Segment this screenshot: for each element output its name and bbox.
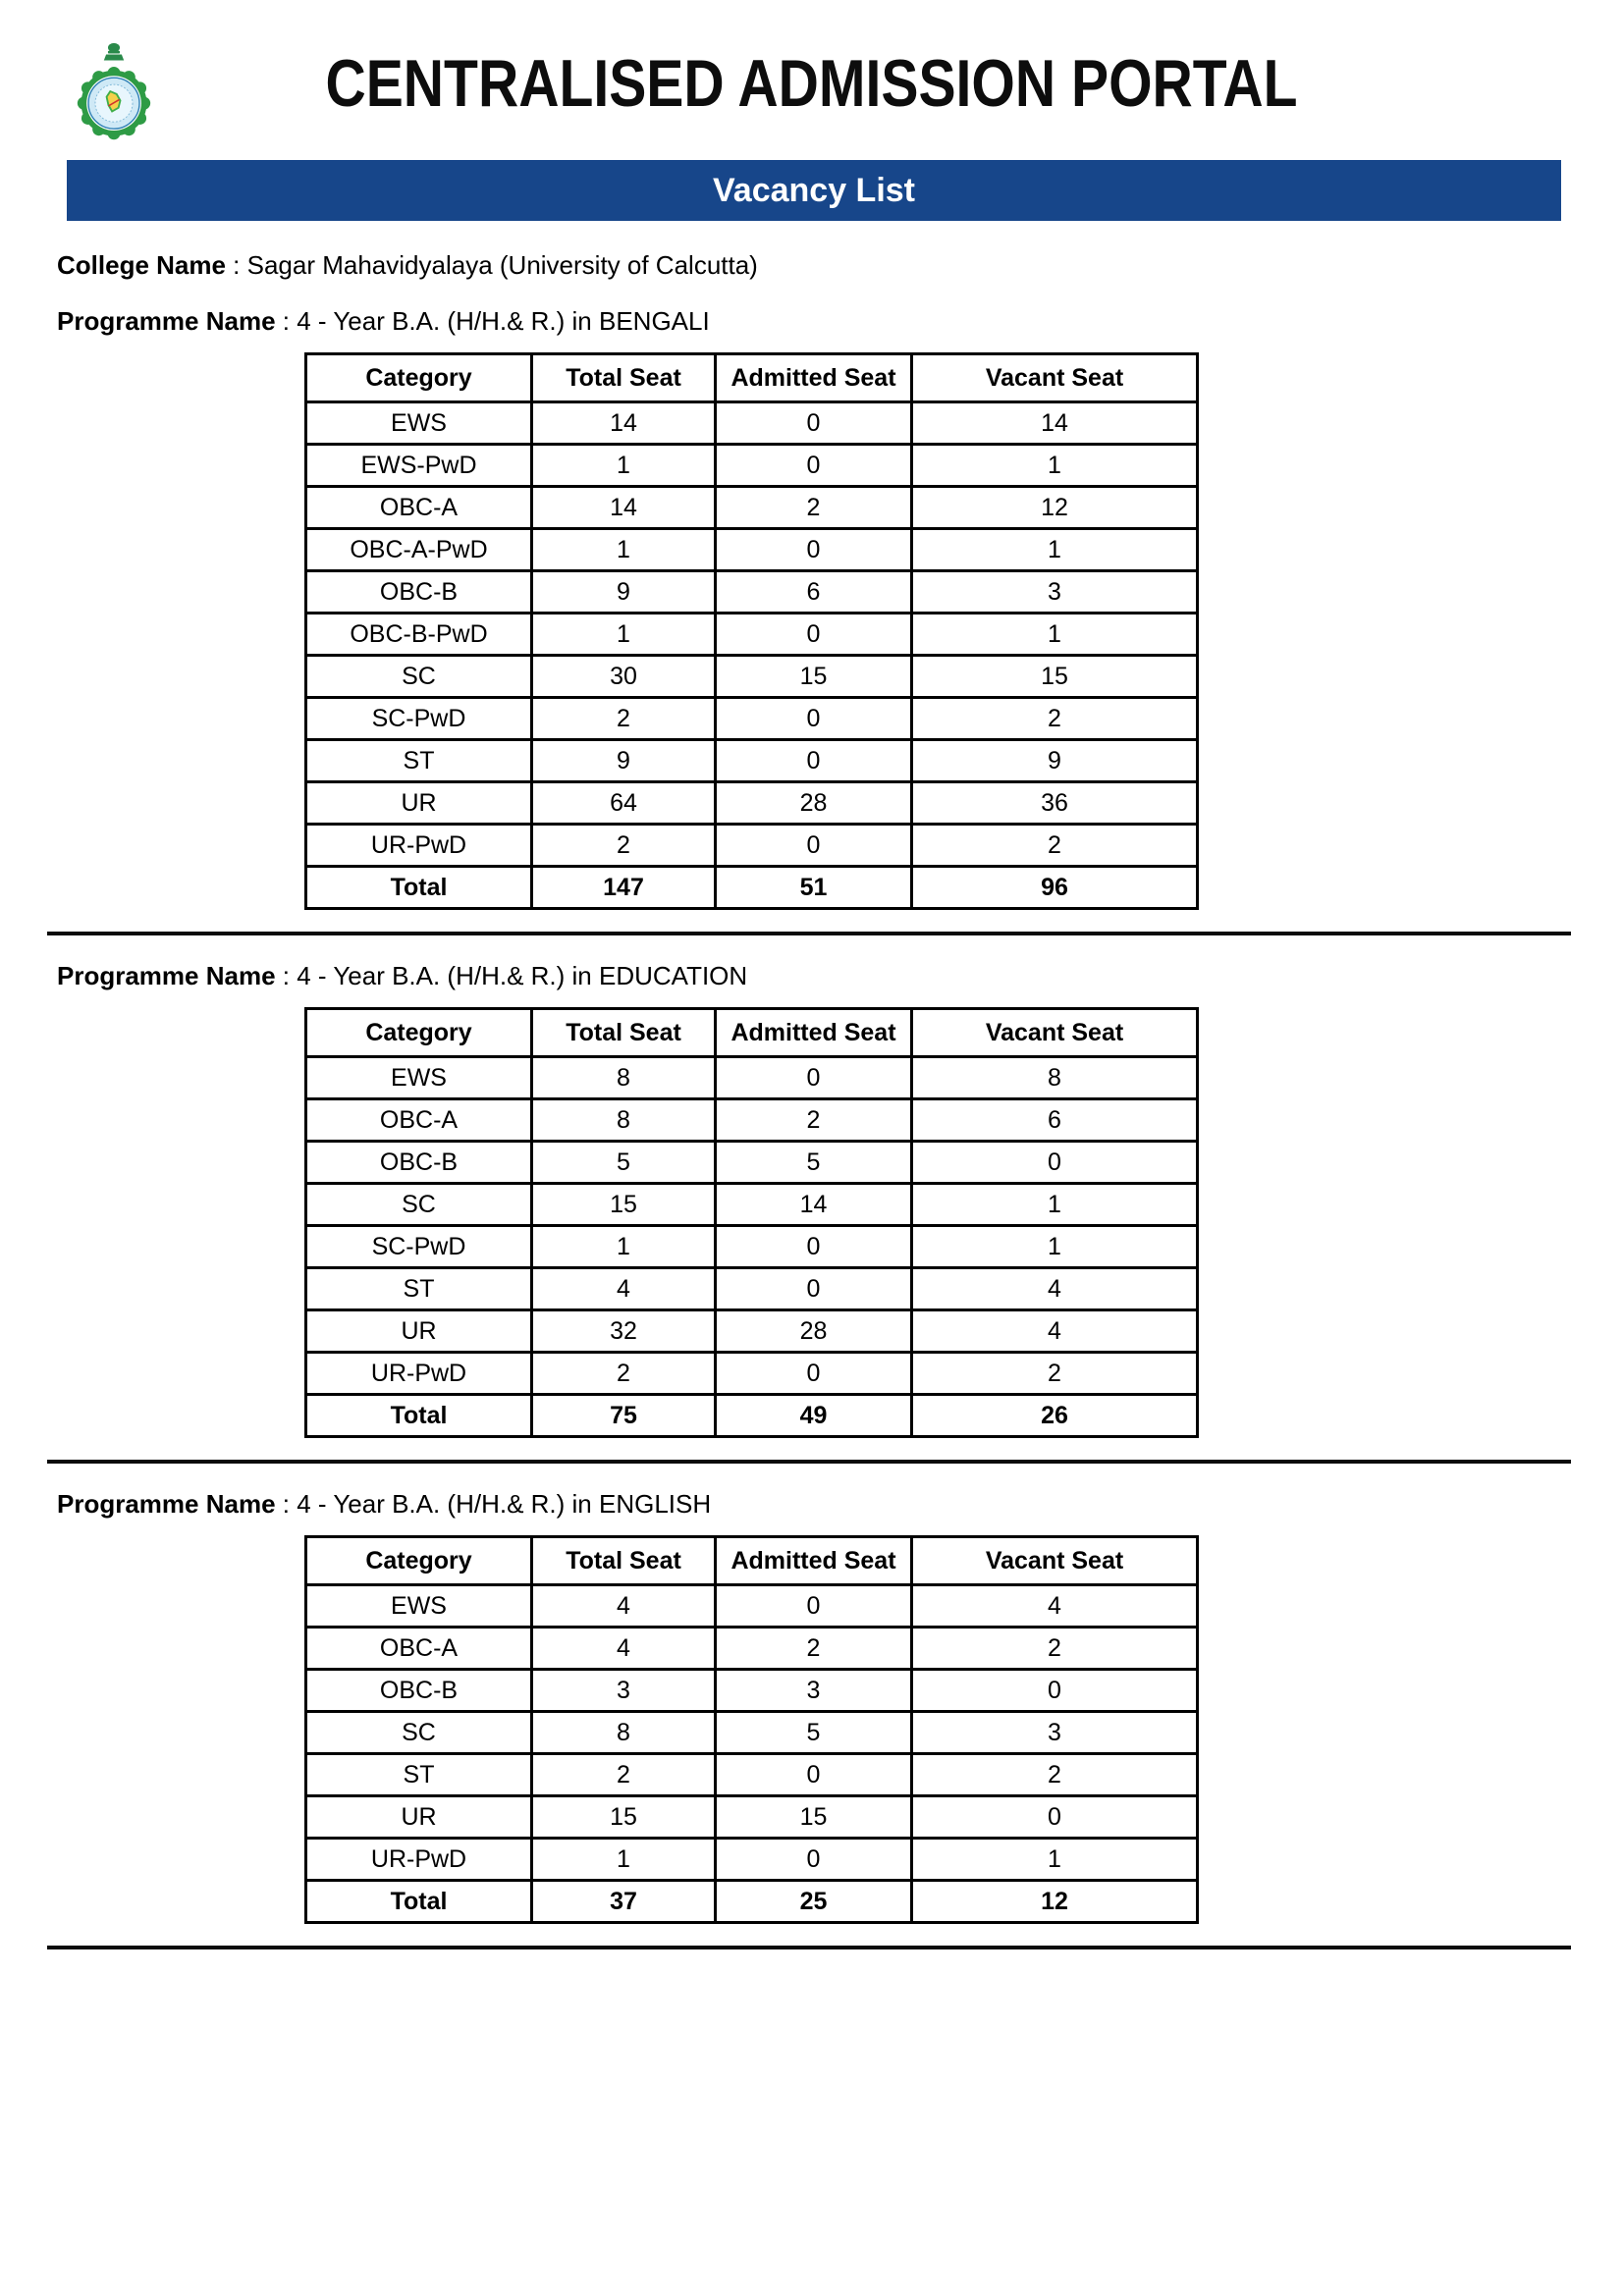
vacant-seat-cell: 36 [912, 782, 1198, 825]
category-cell: SC-PwD [306, 1226, 532, 1268]
vacant-seat-cell: 2 [912, 825, 1198, 867]
table-row [306, 825, 1198, 867]
admitted-seat-cell: 0 [716, 1839, 912, 1881]
category-cell: UR-PwD [306, 1353, 532, 1395]
vacancy-table-bengali [304, 352, 1199, 910]
table-row [306, 1310, 1198, 1353]
vacant-seat-cell: 1 [912, 614, 1198, 656]
category-cell: UR-PwD [306, 825, 532, 867]
table-row [306, 698, 1198, 740]
admitted-seat-cell: 0 [716, 1353, 912, 1395]
admitted-seat-cell: 0 [716, 1057, 912, 1099]
table-row [306, 1796, 1198, 1839]
programme-name: 4 - Year B.A. (H/H.& R.) in BENGALI [297, 306, 710, 336]
total-seat-cell: 75 [532, 1395, 716, 1437]
column-header-total-seat: Total Seat [532, 1537, 716, 1585]
category-cell: UR-PwD [306, 1839, 532, 1881]
vacant-seat-cell: 2 [912, 698, 1198, 740]
programme-name: 4 - Year B.A. (H/H.& R.) in ENGLISH [297, 1489, 712, 1519]
admitted-seat-cell: 51 [716, 867, 912, 909]
programme-name-line [57, 306, 1623, 337]
programme-separator: : [275, 306, 298, 336]
vacant-seat-cell: 6 [912, 1099, 1198, 1142]
column-header-total-seat: Total Seat [532, 354, 716, 402]
admitted-seat-cell: 15 [716, 1796, 912, 1839]
total-seat-cell: 8 [532, 1057, 716, 1099]
table-row [306, 1712, 1198, 1754]
admitted-seat-cell: 0 [716, 402, 912, 445]
vacant-seat-cell: 1 [912, 1226, 1198, 1268]
category-cell: SC [306, 1712, 532, 1754]
table-header-row [306, 354, 1198, 402]
programme-label: Programme Name [57, 961, 276, 990]
total-seat-cell: 4 [532, 1628, 716, 1670]
vacant-seat-cell: 1 [912, 1839, 1198, 1881]
vacant-seat-cell: 3 [912, 571, 1198, 614]
total-seat-cell: 14 [532, 402, 716, 445]
category-cell: SC [306, 656, 532, 698]
total-seat-cell: 14 [532, 487, 716, 529]
table-row [306, 782, 1198, 825]
programme-section-english [0, 1489, 1623, 1949]
admitted-seat-cell: 49 [716, 1395, 912, 1437]
vacant-seat-cell: 8 [912, 1057, 1198, 1099]
table-row [306, 614, 1198, 656]
column-header-total-seat: Total Seat [532, 1009, 716, 1057]
column-header-category: Category [306, 1537, 532, 1585]
admitted-seat-cell: 5 [716, 1142, 912, 1184]
category-cell: Total [306, 1881, 532, 1923]
category-cell: OBC-B [306, 571, 532, 614]
vacant-seat-cell: 14 [912, 402, 1198, 445]
page-title: CENTRALISED ADMISSION PORTAL [325, 46, 1298, 121]
vacant-seat-cell: 2 [912, 1754, 1198, 1796]
programme-section-education [0, 961, 1623, 1464]
category-cell: EWS [306, 402, 532, 445]
category-cell: OBC-A [306, 1099, 532, 1142]
table-row [306, 656, 1198, 698]
category-cell: SC [306, 1184, 532, 1226]
admitted-seat-cell: 2 [716, 487, 912, 529]
table-header-row [306, 1009, 1198, 1057]
admitted-seat-cell: 0 [716, 1268, 912, 1310]
admitted-seat-cell: 2 [716, 1099, 912, 1142]
table-row [306, 1099, 1198, 1142]
table-row [306, 740, 1198, 782]
vacant-seat-cell: 1 [912, 529, 1198, 571]
total-seat-cell: 37 [532, 1881, 716, 1923]
vacant-seat-cell: 0 [912, 1142, 1198, 1184]
total-seat-cell: 32 [532, 1310, 716, 1353]
column-header-category: Category [306, 354, 532, 402]
total-seat-cell: 64 [532, 782, 716, 825]
category-cell: EWS [306, 1585, 532, 1628]
column-header-category: Category [306, 1009, 532, 1057]
total-seat-cell: 15 [532, 1184, 716, 1226]
admitted-seat-cell: 0 [716, 1754, 912, 1796]
column-header-vacant-seat: Vacant Seat [912, 354, 1198, 402]
section-separator [47, 1946, 1571, 1949]
category-cell: OBC-B-PwD [306, 614, 532, 656]
total-seat-cell: 1 [532, 614, 716, 656]
vacant-seat-cell: 3 [912, 1712, 1198, 1754]
programme-separator: : [275, 1489, 298, 1519]
programme-name-line [57, 1489, 1623, 1520]
total-seat-cell: 30 [532, 656, 716, 698]
category-cell: OBC-A [306, 487, 532, 529]
section-separator [47, 932, 1571, 935]
total-seat-cell: 1 [532, 1226, 716, 1268]
admitted-seat-cell: 3 [716, 1670, 912, 1712]
vacant-seat-cell: 12 [912, 1881, 1198, 1923]
category-cell: UR [306, 782, 532, 825]
vacant-seat-cell: 9 [912, 740, 1198, 782]
total-seat-cell: 8 [532, 1099, 716, 1142]
table-row [306, 1226, 1198, 1268]
vacant-seat-cell: 26 [912, 1395, 1198, 1437]
vacancy-table-education [304, 1007, 1199, 1438]
vacant-seat-cell: 1 [912, 445, 1198, 487]
total-seat-cell: 9 [532, 571, 716, 614]
admitted-seat-cell: 28 [716, 1310, 912, 1353]
vacant-seat-cell: 0 [912, 1796, 1198, 1839]
total-seat-cell: 15 [532, 1796, 716, 1839]
table-row [306, 1585, 1198, 1628]
vacant-seat-cell: 4 [912, 1585, 1198, 1628]
category-cell: ST [306, 1268, 532, 1310]
college-name: Sagar Mahavidyalaya (University of Calcutta) [246, 250, 758, 280]
programme-label: Programme Name [57, 306, 276, 336]
college-separator: : [225, 250, 247, 280]
category-cell: Total [306, 1395, 532, 1437]
vacant-seat-cell: 0 [912, 1670, 1198, 1712]
table-row [306, 1670, 1198, 1712]
column-header-vacant-seat: Vacant Seat [912, 1009, 1198, 1057]
category-cell: OBC-A [306, 1628, 532, 1670]
total-seat-cell: 3 [532, 1670, 716, 1712]
vacant-seat-cell: 1 [912, 1184, 1198, 1226]
table-row [306, 1142, 1198, 1184]
category-cell: UR [306, 1796, 532, 1839]
table-row [306, 1839, 1198, 1881]
total-seat-cell: 8 [532, 1712, 716, 1754]
column-header-vacant-seat: Vacant Seat [912, 1537, 1198, 1585]
category-cell: OBC-B [306, 1142, 532, 1184]
admitted-seat-cell: 5 [716, 1712, 912, 1754]
table-row [306, 445, 1198, 487]
table-row [306, 1353, 1198, 1395]
category-cell: EWS-PwD [306, 445, 532, 487]
section-separator [47, 1460, 1571, 1464]
total-seat-cell: 9 [532, 740, 716, 782]
vacant-seat-cell: 2 [912, 1628, 1198, 1670]
admitted-seat-cell: 0 [716, 825, 912, 867]
college-name-line [57, 250, 1623, 281]
table-row [306, 1754, 1198, 1796]
table-row [306, 1057, 1198, 1099]
vacant-seat-cell: 15 [912, 656, 1198, 698]
table-header-row [306, 1537, 1198, 1585]
admitted-seat-cell: 0 [716, 529, 912, 571]
total-seat-cell: 5 [532, 1142, 716, 1184]
admitted-seat-cell: 0 [716, 698, 912, 740]
total-row [306, 867, 1198, 909]
category-cell: Total [306, 867, 532, 909]
vacant-seat-cell: 4 [912, 1268, 1198, 1310]
total-seat-cell: 2 [532, 1353, 716, 1395]
category-cell: OBC-B [306, 1670, 532, 1712]
programme-section-bengali [0, 306, 1623, 935]
vacancy-list-banner [67, 160, 1561, 221]
vacant-seat-cell: 4 [912, 1310, 1198, 1353]
total-seat-cell: 2 [532, 698, 716, 740]
admitted-seat-cell: 2 [716, 1628, 912, 1670]
vacancy-table-english [304, 1535, 1199, 1924]
table-row [306, 487, 1198, 529]
total-row [306, 1395, 1198, 1437]
vacant-seat-cell: 12 [912, 487, 1198, 529]
admitted-seat-cell: 15 [716, 656, 912, 698]
header [0, 0, 1623, 152]
total-seat-cell: 4 [532, 1268, 716, 1310]
programme-name: 4 - Year B.A. (H/H.& R.) in EDUCATION [297, 961, 748, 990]
table-row [306, 1268, 1198, 1310]
admitted-seat-cell: 25 [716, 1881, 912, 1923]
programme-name-line [57, 961, 1623, 991]
admitted-seat-cell: 28 [716, 782, 912, 825]
total-seat-cell: 2 [532, 825, 716, 867]
category-cell: ST [306, 1754, 532, 1796]
admitted-seat-cell: 0 [716, 1585, 912, 1628]
category-cell: UR [306, 1310, 532, 1353]
programme-label: Programme Name [57, 1489, 276, 1519]
total-seat-cell: 147 [532, 867, 716, 909]
column-header-admitted-seat: Admitted Seat [716, 354, 912, 402]
table-row [306, 402, 1198, 445]
vacant-seat-cell: 96 [912, 867, 1198, 909]
total-seat-cell: 2 [532, 1754, 716, 1796]
total-seat-cell: 1 [532, 1839, 716, 1881]
category-cell: ST [306, 740, 532, 782]
table-row [306, 571, 1198, 614]
table-row [306, 1628, 1198, 1670]
admitted-seat-cell: 0 [716, 445, 912, 487]
vacant-seat-cell: 2 [912, 1353, 1198, 1395]
programme-separator: : [275, 961, 298, 990]
table-row [306, 1184, 1198, 1226]
college-label: College Name [57, 250, 226, 280]
total-row [306, 1881, 1198, 1923]
column-header-admitted-seat: Admitted Seat [716, 1537, 912, 1585]
total-seat-cell: 1 [532, 445, 716, 487]
category-cell: SC-PwD [306, 698, 532, 740]
admitted-seat-cell: 0 [716, 614, 912, 656]
admitted-seat-cell: 14 [716, 1184, 912, 1226]
total-seat-cell: 4 [532, 1585, 716, 1628]
admitted-seat-cell: 6 [716, 571, 912, 614]
category-cell: OBC-A-PwD [306, 529, 532, 571]
column-header-admitted-seat: Admitted Seat [716, 1009, 912, 1057]
admitted-seat-cell: 0 [716, 1226, 912, 1268]
category-cell: EWS [306, 1057, 532, 1099]
table-row [306, 529, 1198, 571]
total-seat-cell: 1 [532, 529, 716, 571]
admitted-seat-cell: 0 [716, 740, 912, 782]
banner-label: Vacancy List [712, 171, 915, 209]
